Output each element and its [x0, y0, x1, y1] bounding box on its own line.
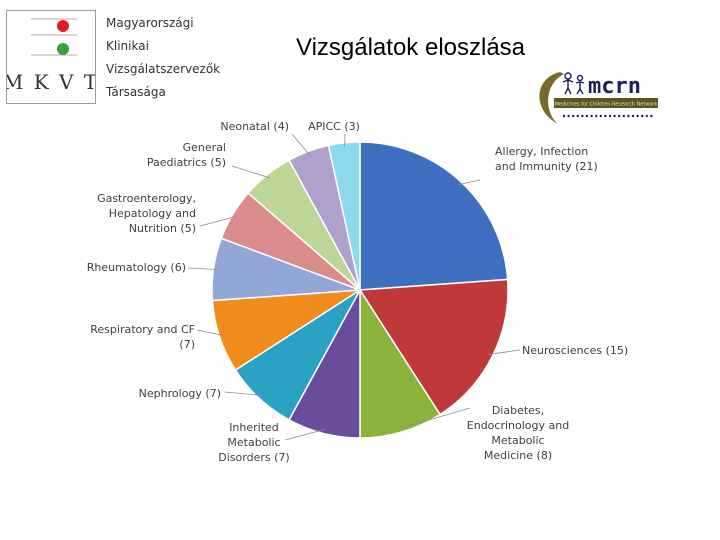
slice-label: Allergy, Infection and Immunity (21): [495, 145, 598, 173]
leader-line: [292, 134, 310, 155]
mcrn-wordmark: mcrn: [588, 74, 641, 99]
society-name-line: Magyarországi: [106, 16, 194, 30]
slice-label: Neonatal (4): [220, 120, 289, 133]
slice-label: Inherited Metabolic Disorders (7): [218, 421, 290, 464]
slice-label: Rheumatology (6): [86, 261, 186, 274]
slice-label: Neurosciences (15): [522, 344, 629, 357]
logo-monogram: M K V T: [7, 70, 95, 94]
slice-label: Nephrology (7): [138, 387, 221, 400]
leader-line: [232, 166, 270, 178]
slide-title: Vizsgálatok eloszlása: [296, 34, 526, 61]
slice-label: Gastroenterology, Hepatology and Nutrition (5): [97, 192, 196, 235]
slice-label: Diabetes, Endocrinology and Metabolic Medicine (8): [466, 404, 570, 462]
leader-line: [285, 430, 324, 440]
slice-label: APICC (3): [308, 120, 360, 133]
society-name-line: Klinikai: [106, 39, 149, 53]
society-name-line: Vizsgálatszervezők: [106, 62, 221, 76]
pie-slice: [360, 142, 508, 290]
society-name-line: Társasága: [106, 85, 166, 99]
slice-label: Respiratory and CF (7): [90, 323, 195, 351]
mcrn-tagline: Medicines for Children Research Network: [554, 101, 658, 108]
slice-label: General Paediatrics (5): [146, 141, 226, 169]
